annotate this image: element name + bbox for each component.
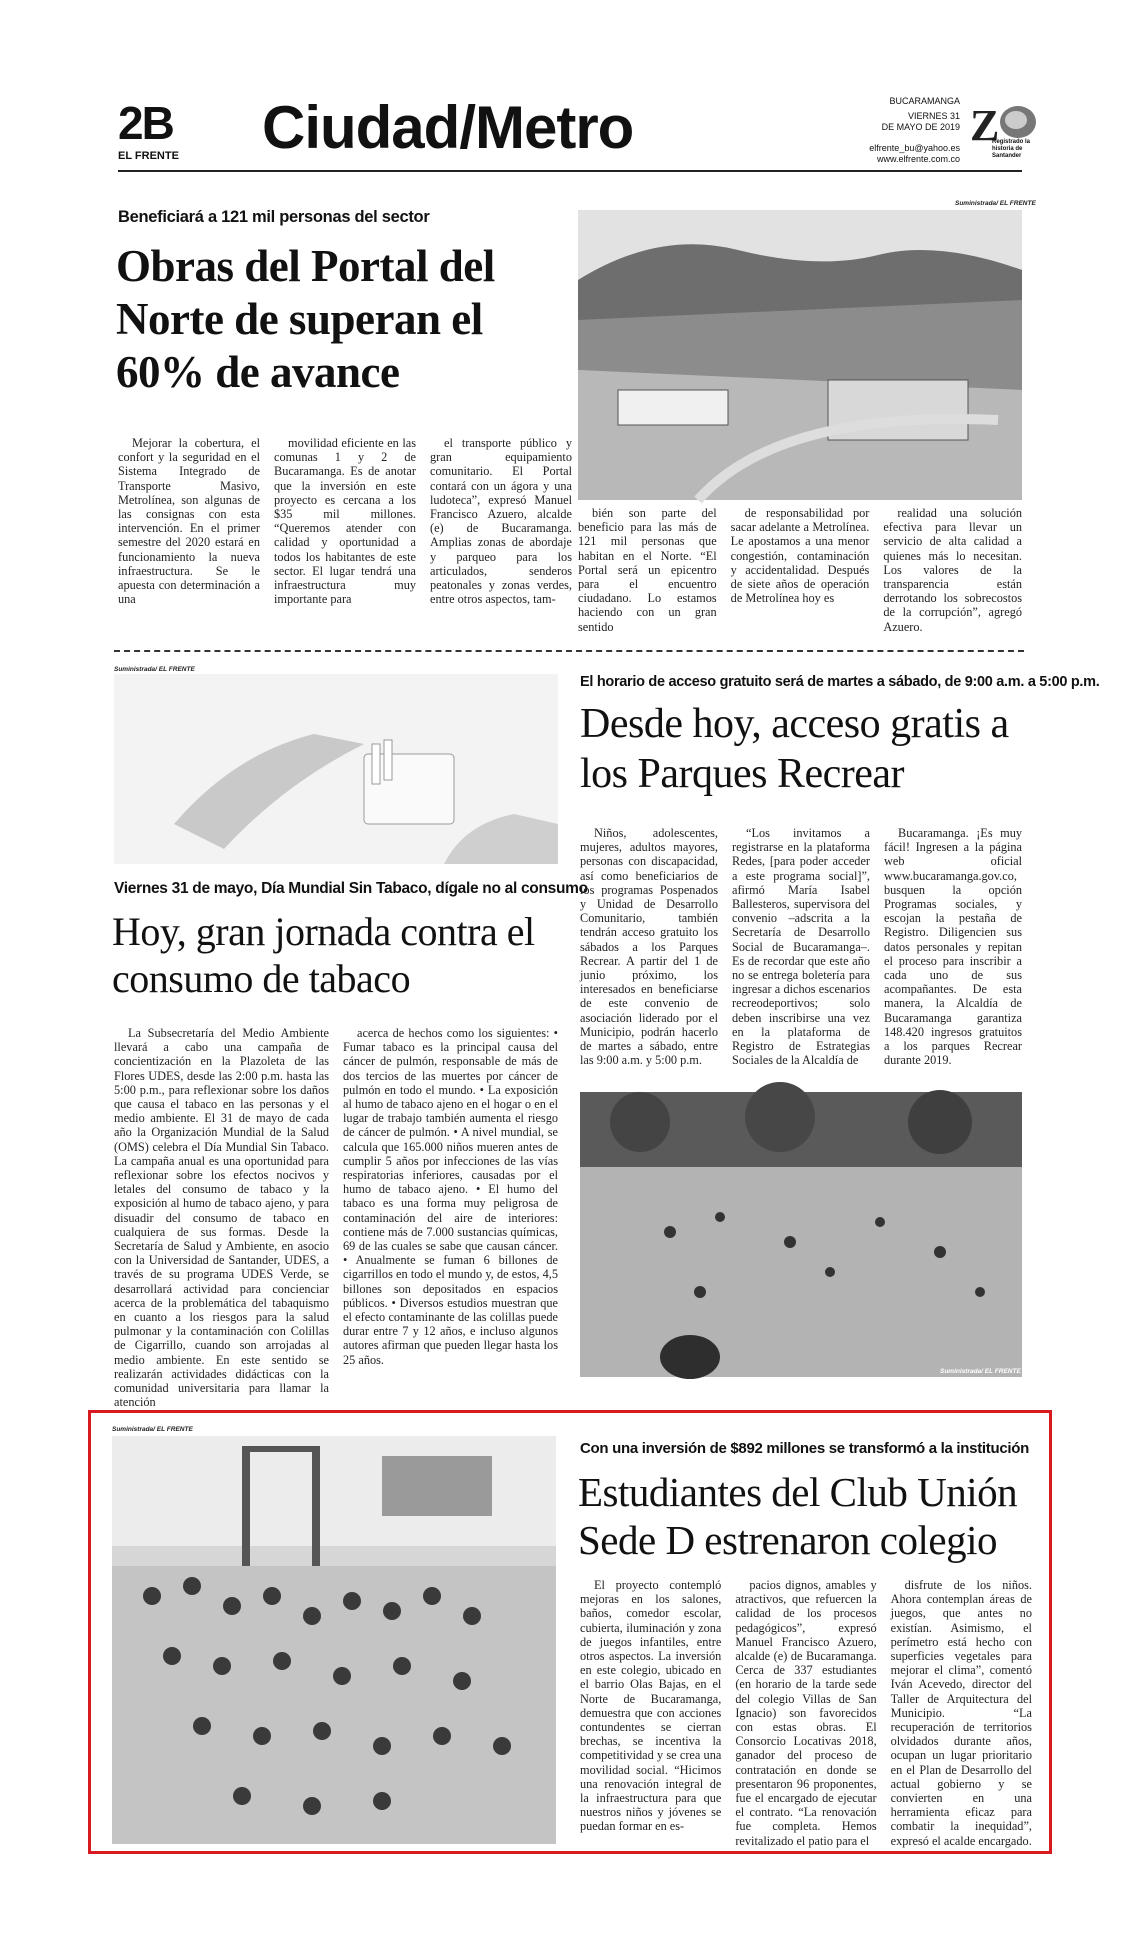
section-title: Ciudad/Metro (262, 94, 634, 161)
dateline-city: BUCARAMANGA (889, 96, 960, 106)
article4-col2: pacios dignos, amables y atractivos, que refuercen la calidad de los procesos pedagógicos”, expresó Manuel Francisco Azuero, alcalde (e) de Bucaramanga. Cerca de 337 estudiantes (en horario de la tarde sede del colegio Villas de San Ignacio) son favorecidos con estas obras. El Consorcio Locativas 2018, ganador del proceso de contratación en donde se presentaron 96 proponentes, fue el encargado de ejecutar el contrato. “La renovación fue completa. Hemos revitalizado el patio para el (735, 1578, 877, 1848)
article1-photo-construction (578, 210, 1022, 500)
article1-col5: de responsabilidad por sacar adelante a Metrolínea. Le apostamos a una menor congestión, contaminación y accidentalidad. Después de siete años de operación de Metrolínea hoy es (730, 506, 870, 606)
article3-col2: “Los invitamos a registrarse en la plataforma Redes, [para poder acceder a este programa social]”, afirmó María Isabel Ballesteros, supervisora del convenio –adscrita a la Secretaría de Desarrollo Social de Bucaramanga–. Es de recordar que este año no se entrega boletería para ingresar a dichos escenarios recreodeportivos; solo deben inscribirse una vez en la plataforma de Registro de Estrategias Sociales de la Alcaldía de (732, 826, 870, 1068)
page-number: 2B (118, 97, 173, 149)
section-divider (114, 650, 1024, 652)
article3-photo-pool (580, 1092, 1022, 1377)
article1-col2: movilidad eficiente en las comunas 1 y 2 de Bucaramanga. Es de anotar que la inversión en este proyecto es cercana a los $35 mil millones. “Queremos atender con calidad y oportunidad a todos los habitantes de este sector. El lugar tendrá una infraestructura muy importante para (274, 436, 416, 607)
anniversary-seal-logo (968, 98, 1044, 158)
article2-body (114, 1026, 558, 1410)
article2-photo-credit: Suministrada/ EL FRENTE (114, 666, 195, 673)
article4-body (580, 1578, 1032, 1848)
article3-col1: Niños, adolescentes, mujeres, adultos mayores, personas con discapacidad, así como beneficiarios de los programas Pospenados y Unidad de Desarrollo Comunitario, también tendrán acceso gratuito los sábados a los Parques Recrear. A partir del 1 de junio próximo, los interesados en beneficiarse de este convenio de asociación liderado por el Municipio, podrán hacerlo de martes a sábado, entre las 9:00 a.m. y 5:00 p.m. (580, 826, 718, 1068)
dateline-email: elfrente_bu@yahoo.es (869, 143, 960, 153)
article1-kicker: Beneficiará a 121 mil personas del sector (118, 208, 430, 226)
masthead-rule (118, 170, 1022, 172)
article1-col6: realidad una solución efectiva para llevar un servicio de alta calidad a quienes más lo necesitan. Los valores de la transparencia están derrotando los sobrecostos de la corrupción”, agregó Azuero. (883, 506, 1023, 634)
article2-col1: La Subsecretaría del Medio Ambiente llevará a cabo una campaña de concientización en la Plazoleta de las Flores UDES, desde las 2:00 p.m. hasta las 5:00 p.m., para reflexionar sobre los daños que causa el tabaco en las personas y el medio ambiente. El 31 de mayo de cada año la Organización Mundial de la Salud (OMS) celebra el Día Mundial Sin Tabaco. La campaña anual es una oportunidad para reflexionar sobre los efectos nocivos y letales del consumo de tabaco y la exposición al humo de tabaco ajeno, y para disuadir del consumo de tabaco en cualquiera de sus formas. Desde la Secretaría de Salud y Ambiente, en asocio con la Universidad de Santander, UDES, a través de su programa UDES Verde, se desarrollará actividad para concienciar acerca de la problemática del tabaquismo en cuanto a los riesgos para la salud pulmonar y la contaminación con Colillas de Cigarrillo, cuando son arrojadas al medio ambiente. En este sentido se realizarán actividades didácticas con la comunidad universitaria para llamar la atención (114, 1026, 329, 1410)
dateline-month: DE MAYO DE 2019 (881, 122, 960, 132)
article2-col2: acerca de hechos como los siguientes: • Fumar tabaco es la principal causa del cáncer de pulmón, responsable de más de dos tercios de las muertes por cáncer de pulmón en todo el mundo. • La exposición al humo de tabaco ajeno en el hogar o en el lugar de trabajo también aumenta el riesgo de cáncer de pulmón. • A nivel mundial, se calcula que 165.000 niños mueren antes de cumplir 5 años por infecciones de las vías respiratorias inferiores, causadas por el humo de tabaco ajeno. • El humo del tabaco es una forma muy peligrosa de contaminación del aire de interiores: contiene más de 7.000 sustancias químicas, 69 de las cuales se sabe que causan cáncer. • Anualmente se fuman 6 billones de cigarrillos en todo el mundo y, de estos, 4,5 billones son depositados en espacios públicos. • Diversos estudios muestran que el efecto contaminante de las colillas puede durar entre 7 y 12 años, e incluso algunos autores afirman que pueden llegar hasta los 25 años. (343, 1026, 558, 1367)
article4-photo-credit: Suministrada/ EL FRENTE (112, 1426, 193, 1433)
article3-body (580, 826, 1022, 1080)
article3-headline: Desde hoy, acceso gratis a los Parques Recrear (580, 701, 1009, 797)
dateline (860, 96, 960, 165)
article2-headline: Hoy, gran jornada contra el consumo de tabaco (112, 909, 535, 1002)
article3-photo-credit: Suministrada/ EL FRENTE (940, 1368, 1021, 1375)
dateline-web: www.elfrente.com.co (876, 154, 960, 164)
article3-col3: Bucaramanga. ¡Es muy fácil! Ingresen a la página web oficial www.bucaramanga.gov.co, busquen la opción Programas sociales, y escojan la pestaña de Registro. Diligencien sus datos personales y repitan el proceso para inscribir a cada uno de sus acompañantes. De esta manera, la Alcaldía de Bucaramanga garantiza 148.420 ingresos gratuitos a los parques Recrear durante 2019. (884, 826, 1022, 1068)
dateline-day: VIERNES 31 (907, 111, 960, 121)
svg-text:Z: Z (970, 101, 1000, 150)
article4-kicker: Con una inversión de $892 millones se transformó a la institución (580, 1440, 1029, 1457)
article4-col1: El proyecto contempló mejoras en los salones, baños, comedor escolar, cubierta, iluminación y zona de juegos infantiles, entre otros aspectos. La inversión en este colegio, ubicado en el barrio Olas Bajas, en el Norte de Bucaramanga, demuestra que con acciones contundentes se cierran brechas, se incentiva la competitividad y se crea una movilidad social. “Hicimos una renovación integral de la infraestructura para que nuestros niños y jóvenes se puedan formar en es- (580, 1578, 722, 1834)
article1-headline: Obras del Portal del Norte de superan el 60% de avance (116, 241, 495, 398)
article1-photo-credit: Suministrada/ EL FRENTE (955, 200, 1036, 207)
article3-kicker: El horario de acceso gratuito será de martes a sábado, de 9:00 a.m. a 5:00 p.m. (580, 674, 1100, 690)
article4-headline: Estudiantes del Club Unión Sede D estrenaron colegio (578, 1469, 1018, 1564)
article4-col3: disfrute de los niños. Ahora contemplan áreas de juegos, que antes no existían. Asimismo, el perímetro está hecho con superficies vegetales para mejorar el clima”, comentó Iván Acevedo, director del Taller de Arquitectura del Municipio. “La recuperación de territorios olvidados durante años, ocupan un lugar prioritario en el Plan de Desarrollo del actual gobierno y se convierten en una herramienta eficaz para combatir la inequidad”, expresó el acalde encargado. (890, 1578, 1032, 1848)
article1-col4: bién son parte del beneficio para las más de 121 mil personas que habitan en el Norte. “El Portal será un epicentro para el encuentro ciudadano. Lo estamos haciendo con un gran sentido (578, 506, 717, 634)
article2-photo-cigarettes (114, 674, 558, 864)
article4-photo-students (112, 1436, 556, 1844)
paper-name-small: EL FRENTE (118, 150, 179, 162)
article1-col3: el transporte público y gran equipamiento comunitario. El Portal contará con un ágora y una ludoteca”, expresó Manuel Francisco Azuero, alcalde (e) de Bucaramanga. Amplias zonas de abordaje y parqueo para los articulados, senderos peatonales y zonas verdes, entre otros aspectos, tam- (430, 436, 572, 607)
article1-body-top (118, 436, 572, 636)
seal-caption: Registrado la historia de Santander (992, 139, 1031, 159)
article1-col1: Mejorar la cobertura, el confort y la seguridad en el Sistema Integrado de Transporte Masivo, Metrolínea, son algunas de las consignas con esta intervención. En el primer semestre del 2020 estará en funcionamiento la nueva infraestructura. Se le apuesta con determinación a una (118, 436, 260, 607)
article1-body-bottom (578, 506, 1022, 636)
article2-kicker: Viernes 31 de mayo, Día Mundial Sin Tabaco, dígale no al consumo (114, 880, 588, 897)
